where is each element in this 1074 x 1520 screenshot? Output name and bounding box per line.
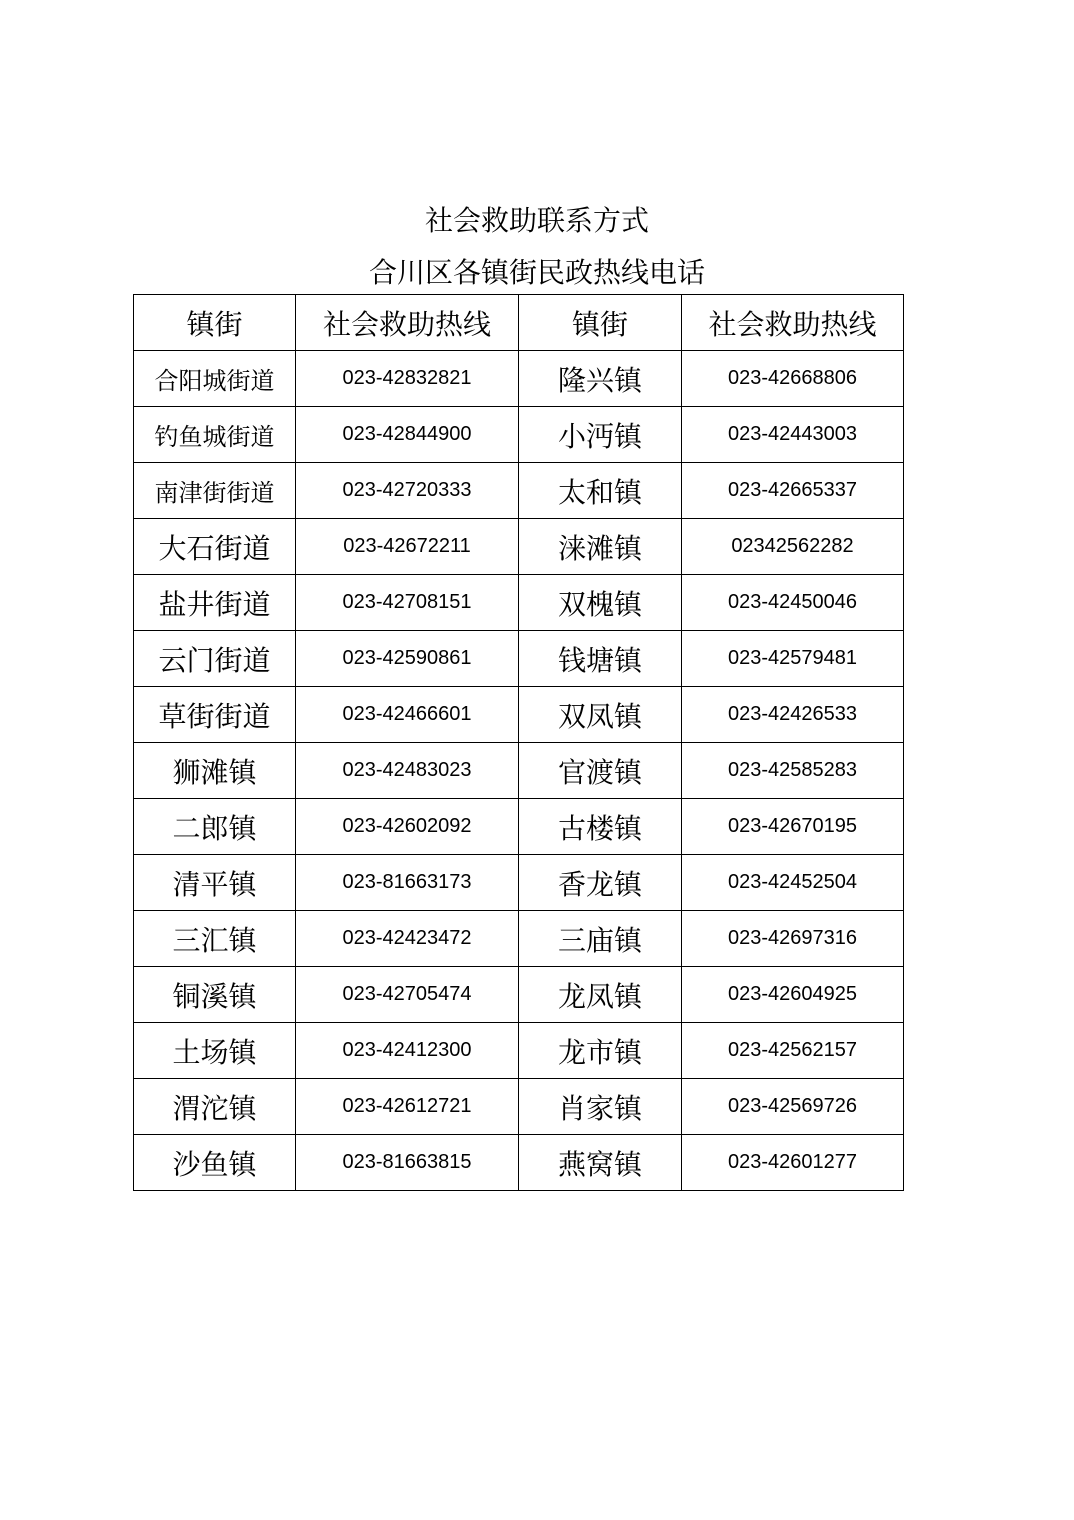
town-name-left: 铜溪镇 bbox=[134, 967, 296, 1023]
town-name-left: 草街街道 bbox=[134, 687, 296, 743]
town-name-right: 小沔镇 bbox=[519, 407, 682, 463]
table-row bbox=[134, 575, 904, 631]
hotline-number-right: 023-42670195 bbox=[682, 799, 904, 855]
header-town-left: 镇街 bbox=[134, 295, 296, 351]
town-name-left: 三汇镇 bbox=[134, 911, 296, 967]
document-subtitle: 合川区各镇街民政热线电话 bbox=[368, 256, 705, 289]
town-name-left: 大石街道 bbox=[134, 519, 296, 575]
town-name-right: 龙市镇 bbox=[519, 1023, 682, 1079]
hotline-number-left: 023-42720333 bbox=[296, 463, 519, 519]
table-body bbox=[134, 351, 904, 1191]
hotline-number-left: 023-42844900 bbox=[296, 407, 519, 463]
hotline-number-right: 023-42452504 bbox=[682, 855, 904, 911]
town-name-left: 狮滩镇 bbox=[134, 743, 296, 799]
hotline-number-right: 023-42569726 bbox=[682, 1079, 904, 1135]
hotline-number-right: 023-42562157 bbox=[682, 1023, 904, 1079]
hotline-number-left: 023-42705474 bbox=[296, 967, 519, 1023]
header-hotline-right: 社会救助热线 bbox=[682, 295, 904, 351]
hotline-number-left: 023-42412300 bbox=[296, 1023, 519, 1079]
town-name-right: 古楼镇 bbox=[519, 799, 682, 855]
hotline-number-right: 023-42668806 bbox=[682, 351, 904, 407]
town-name-right: 龙凤镇 bbox=[519, 967, 682, 1023]
hotline-number-right: 023-42585283 bbox=[682, 743, 904, 799]
document-title: 社会救助联系方式 bbox=[424, 204, 649, 237]
town-name-left: 南津街街道 bbox=[134, 463, 296, 519]
table-row bbox=[134, 351, 904, 407]
town-name-left: 云门街道 bbox=[134, 631, 296, 687]
table-row bbox=[134, 911, 904, 967]
town-name-right: 双槐镇 bbox=[519, 575, 682, 631]
hotline-number-left: 023-42602092 bbox=[296, 799, 519, 855]
table-row bbox=[134, 519, 904, 575]
hotline-number-left: 023-42423472 bbox=[296, 911, 519, 967]
hotline-number-left: 023-42832821 bbox=[296, 351, 519, 407]
table-row bbox=[134, 463, 904, 519]
hotline-number-left: 023-42672211 bbox=[296, 519, 519, 575]
hotline-number-left: 023-81663173 bbox=[296, 855, 519, 911]
hotline-number-right: 023-42443003 bbox=[682, 407, 904, 463]
table-row bbox=[134, 407, 904, 463]
hotline-number-right: 023-42450046 bbox=[682, 575, 904, 631]
table-row bbox=[134, 799, 904, 855]
town-name-right: 太和镇 bbox=[519, 463, 682, 519]
hotline-number-right: 023-42426533 bbox=[682, 687, 904, 743]
hotline-number-left: 023-42590861 bbox=[296, 631, 519, 687]
hotline-number-left: 023-42612721 bbox=[296, 1079, 519, 1135]
town-name-right: 肖家镇 bbox=[519, 1079, 682, 1135]
hotline-number-left: 023-42466601 bbox=[296, 687, 519, 743]
town-name-left: 盐井街道 bbox=[134, 575, 296, 631]
town-name-right: 香龙镇 bbox=[519, 855, 682, 911]
table-row bbox=[134, 1079, 904, 1135]
hotline-number-right: 023-42579481 bbox=[682, 631, 904, 687]
hotline-number-right: 02342562282 bbox=[682, 519, 904, 575]
town-name-right: 官渡镇 bbox=[519, 743, 682, 799]
hotline-number-right: 023-42604925 bbox=[682, 967, 904, 1023]
hotline-number-left: 023-42483023 bbox=[296, 743, 519, 799]
hotline-table bbox=[133, 294, 904, 1191]
town-name-left: 渭沱镇 bbox=[134, 1079, 296, 1135]
table-header-row bbox=[134, 295, 904, 351]
town-name-left: 合阳城街道 bbox=[134, 351, 296, 407]
table-row bbox=[134, 1023, 904, 1079]
table-row bbox=[134, 967, 904, 1023]
table-row bbox=[134, 743, 904, 799]
hotline-number-left: 023-42708151 bbox=[296, 575, 519, 631]
town-name-left: 清平镇 bbox=[134, 855, 296, 911]
town-name-right: 隆兴镇 bbox=[519, 351, 682, 407]
table-row bbox=[134, 631, 904, 687]
town-name-right: 涞滩镇 bbox=[519, 519, 682, 575]
hotline-number-left: 023-81663815 bbox=[296, 1135, 519, 1191]
town-name-left: 沙鱼镇 bbox=[134, 1135, 296, 1191]
hotline-number-right: 023-42665337 bbox=[682, 463, 904, 519]
header-town-right: 镇街 bbox=[519, 295, 682, 351]
header-hotline-left: 社会救助热线 bbox=[296, 295, 519, 351]
town-name-left: 钓鱼城街道 bbox=[134, 407, 296, 463]
hotline-number-right: 023-42697316 bbox=[682, 911, 904, 967]
town-name-left: 土场镇 bbox=[134, 1023, 296, 1079]
table-row bbox=[134, 855, 904, 911]
town-name-right: 双凤镇 bbox=[519, 687, 682, 743]
town-name-right: 三庙镇 bbox=[519, 911, 682, 967]
table-row bbox=[134, 1135, 904, 1191]
town-name-right: 燕窝镇 bbox=[519, 1135, 682, 1191]
hotline-number-right: 023-42601277 bbox=[682, 1135, 904, 1191]
table-row bbox=[134, 687, 904, 743]
town-name-right: 钱塘镇 bbox=[519, 631, 682, 687]
town-name-left: 二郎镇 bbox=[134, 799, 296, 855]
